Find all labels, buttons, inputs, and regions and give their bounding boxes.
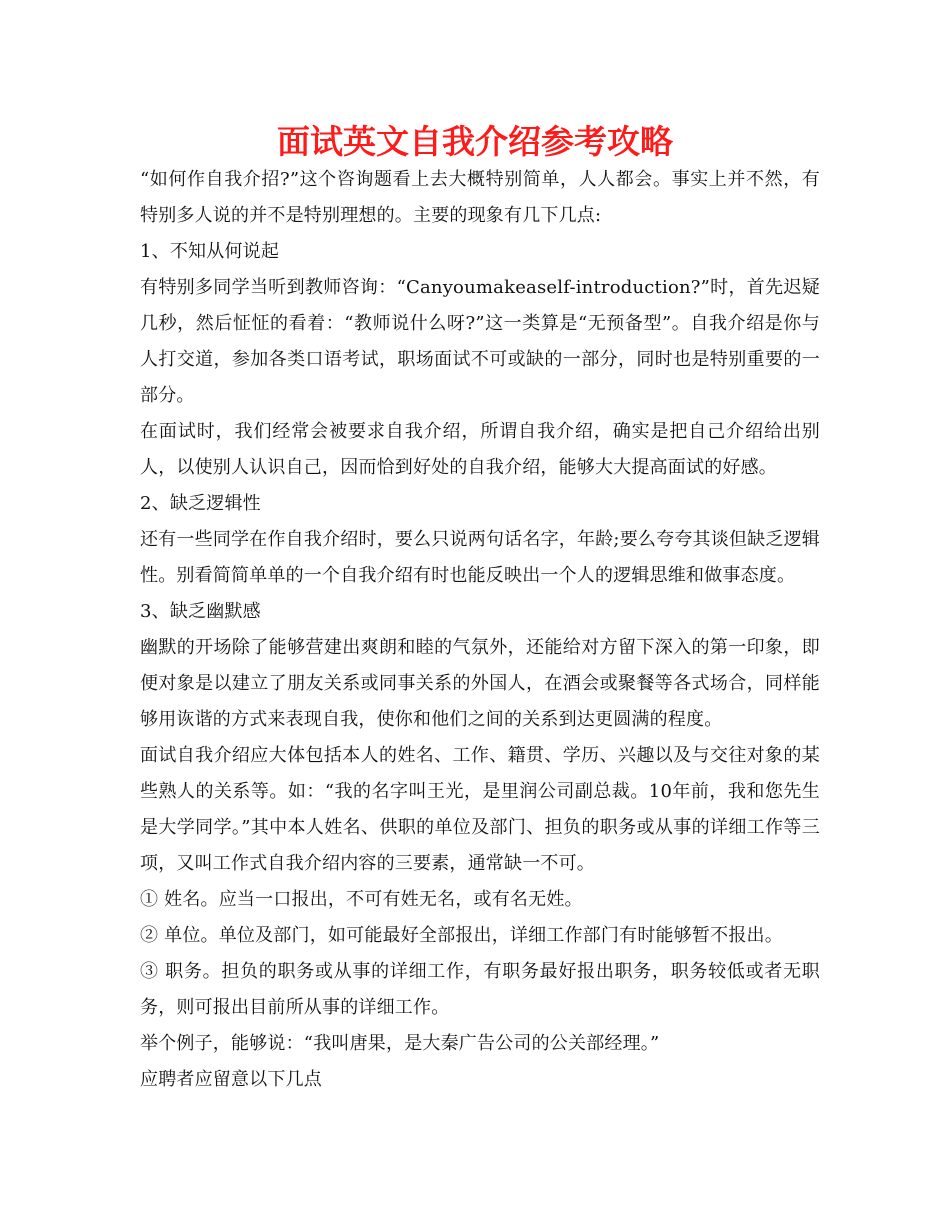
document-title: 面试英文自我介绍参考攻略 xyxy=(277,122,673,161)
section-heading-3: 3、缺乏幽默感 xyxy=(140,601,261,622)
closing-line: 应聘者应留意以下几点 xyxy=(140,1069,322,1090)
paragraph: 幽默的开场除了能够营建出爽朗和睦的气氛外，还能给对方留下深入的第一印象，即便对象是以建立了朋友关系或同事关系的外国人，在酒会或聚餐等各式场合，同样能够用诙谐的方式来表现自我，使你和他们之间的关系到达更圆满的程度。 xyxy=(140,637,820,730)
paragraph: 在面试时，我们经常会被要求自我介绍，所谓自我介绍，确实是把自己介绍给出别人，以使别人认识自己，因而恰到好处的自我介绍，能够大大提高面试的好感。 xyxy=(140,421,820,478)
list-item-name: ① 姓名。应当一口报出，不可有姓无名，或有名无姓。 xyxy=(140,889,583,910)
section-heading-1: 1、不知从何说起 xyxy=(140,241,280,262)
example-paragraph: 举个例子，能够说：“我叫唐果，是大秦广告公司的公关部经理。” xyxy=(140,1033,660,1054)
list-item-position: ③ 职务。担负的职务或从事的详细工作，有职务最好报出职务，职务较低或者无职务，则可报出目前所从事的详细工作。 xyxy=(140,961,820,1018)
intro-paragraph: “如何作自我介招?”这个咨询题看上去大概特别简单，人人都会。事实上并不然，有特别多人说的并不是特别理想的。主要的现象有几下几点: xyxy=(140,169,820,226)
paragraph: 还有一些同学在作自我介绍时，要么只说两句话名字，年龄;要么夸夸其谈但缺乏逻辑性。别看简简单单的一个自我介绍有时也能反映出一个人的逻辑思维和做事态度。 xyxy=(140,529,820,586)
section-heading-2: 2、缺乏逻辑性 xyxy=(140,493,261,514)
document-body xyxy=(140,162,820,1098)
list-item-unit: ② 单位。单位及部门，如可能最好全部报出，详细工作部门有时能够暂不报出。 xyxy=(140,925,783,946)
paragraph: 有特别多同学当听到教师咨询：“Canyoumakeaself-introduction?”时，首先迟疑几秒，然后怔怔的看着：“教师说什么呀?”这一类算是“无预备型”。自我介绍是你与人打交道，参加各类口语考试，职场面试不可或缺的一部分，同时也是特别重要的一部分。 xyxy=(140,277,820,406)
paragraph: 面试自我介绍应大体包括本人的姓名、工作、籍贯、学历、兴趣以及与交往对象的某些熟人的关系等。如：“我的名字叫王光，是里润公司副总裁。10年前，我和您先生是大学同学。”其中本人姓名、供职的单位及部门、担负的职务或从事的详细工作等三项，又叫工作式自我介绍内容的三要素，通常缺一不可。 xyxy=(140,745,820,874)
